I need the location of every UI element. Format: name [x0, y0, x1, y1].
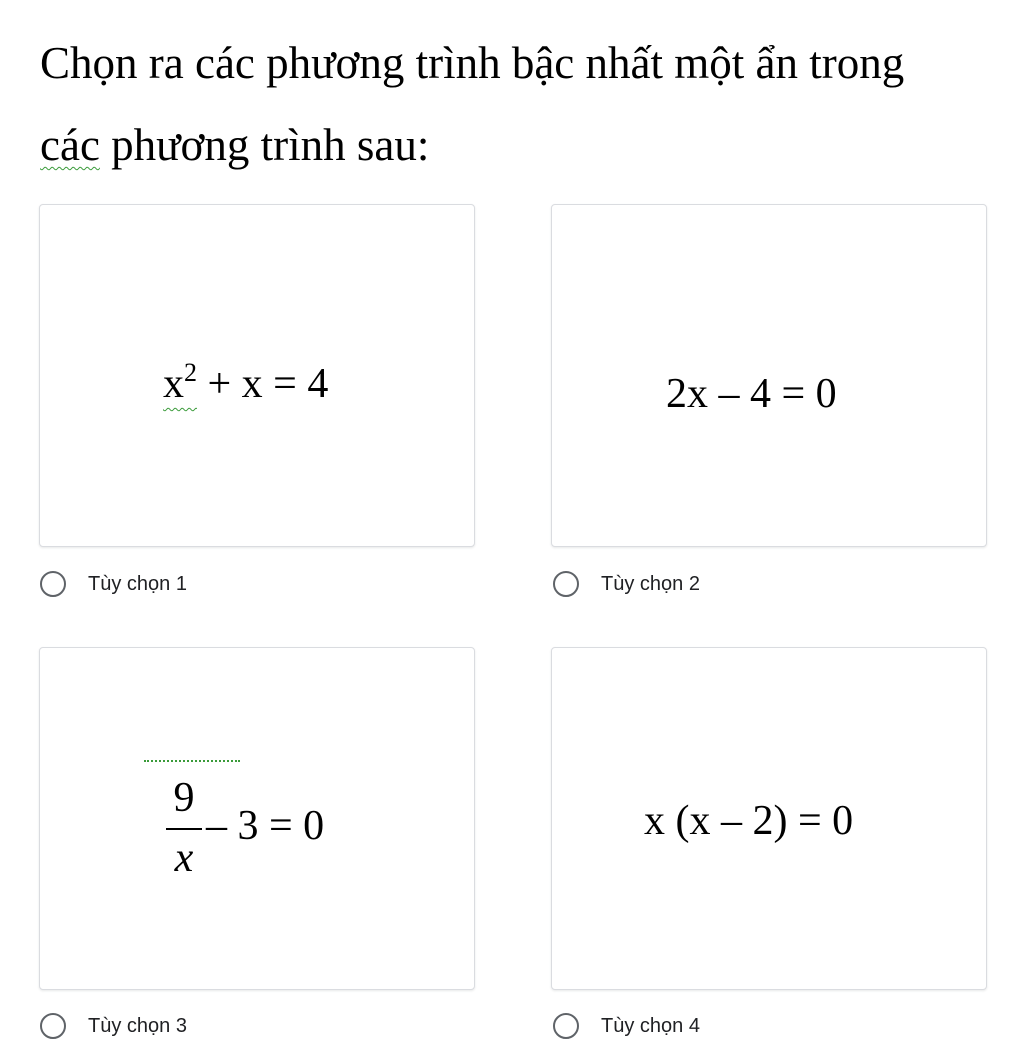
fraction-denominator: x [174, 835, 194, 881]
fraction-bar [166, 828, 202, 830]
option-2-radio-row[interactable] [553, 571, 700, 597]
option-1-equation [163, 358, 329, 407]
option-3-radio-row[interactable] [40, 1013, 187, 1039]
question-line-1: Chọn ra các phương trình bậc nhất một ẩn trong [40, 38, 905, 88]
equation-base: x [163, 361, 184, 407]
option-4-radio-row[interactable] [553, 1013, 700, 1039]
spellcheck-marked-word: các [40, 120, 100, 170]
option-4-equation: x (x – 2) = 0 [644, 798, 854, 844]
equation-exponent: 2 [184, 358, 197, 387]
radio-button-option-1[interactable] [40, 571, 66, 597]
radio-button-option-4[interactable] [553, 1013, 579, 1039]
option-4-label: Tùy chọn 4 [601, 1014, 700, 1037]
option-1-radio-row[interactable] [40, 571, 187, 597]
fraction-numerator: 9 [173, 775, 195, 821]
option-3-label: Tùy chọn 3 [88, 1014, 187, 1037]
option-1-card[interactable] [39, 204, 475, 547]
option-1-label: Tùy chọn 1 [88, 572, 187, 595]
option-4-card[interactable] [551, 647, 987, 990]
radio-button-option-3[interactable] [40, 1013, 66, 1039]
question-line-2-rest: phương trình sau: [99, 120, 430, 170]
option-3-card[interactable] [39, 647, 475, 990]
question-title [40, 22, 990, 186]
option-2-equation: 2x – 4 = 0 [666, 371, 837, 417]
radio-button-option-2[interactable] [553, 571, 579, 597]
option-3-equation [166, 774, 386, 894]
question-line-2 [40, 104, 990, 186]
spellcheck-underline [144, 760, 240, 762]
equation-rest: + x = 4 [197, 361, 329, 407]
equation-rest: – 3 = 0 [206, 803, 325, 849]
option-2-label: Tùy chọn 2 [601, 572, 700, 595]
option-2-card[interactable] [551, 204, 987, 547]
